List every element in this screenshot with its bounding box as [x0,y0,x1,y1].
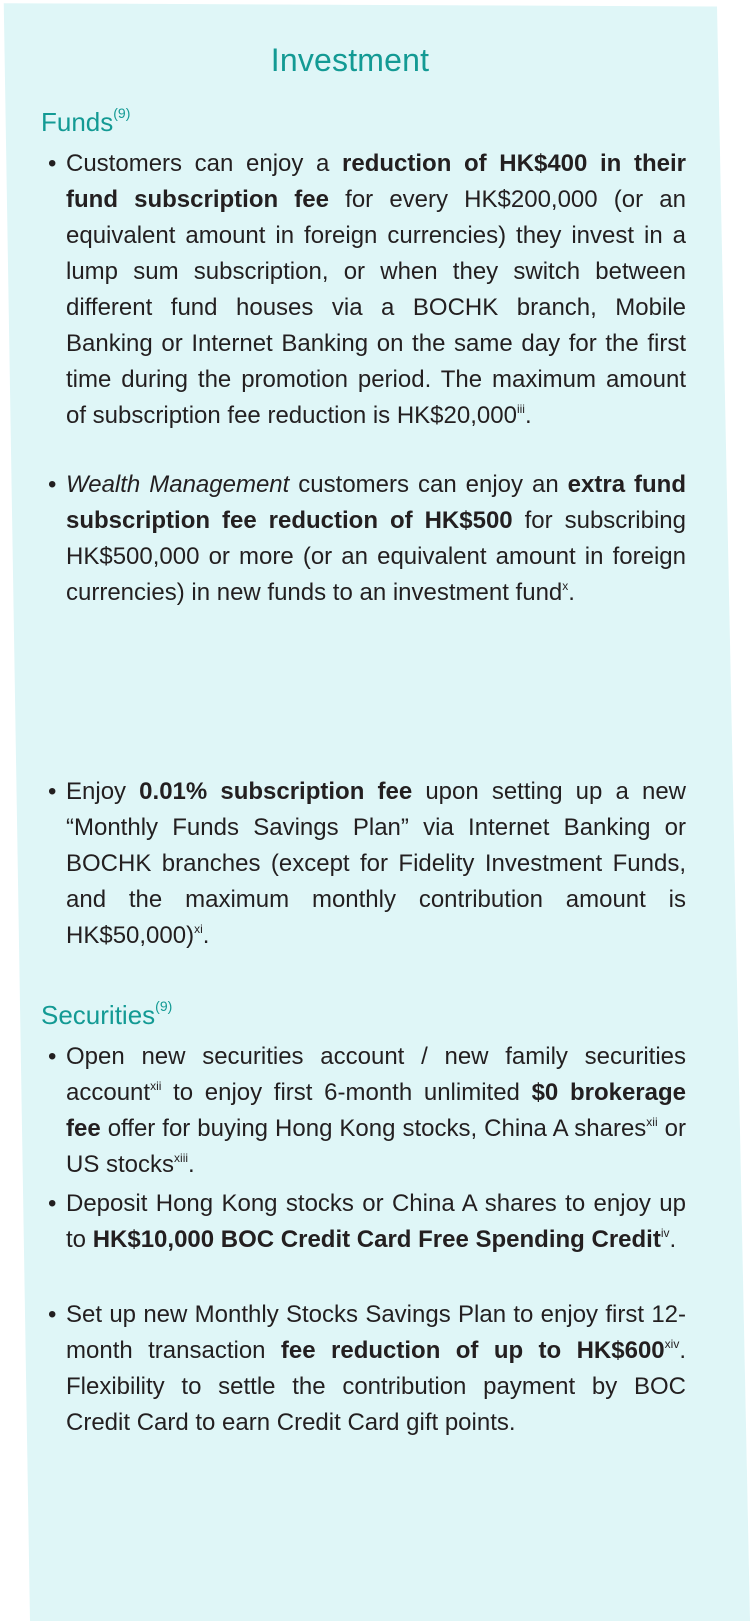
italic-text: Wealth Management [66,471,290,498]
footnote-ref: iii [516,402,525,416]
bullet-text [66,1186,686,1258]
text-run: . [202,922,210,949]
text-run: . [524,402,532,429]
page-title: Investment [270,42,430,78]
footnote-ref: xiv [664,1337,680,1351]
bullet-text [66,1039,686,1183]
text-run: Deposit Hong Kong stocks or China A shares to enjoy up to [66,1190,686,1253]
funds-bullet-1 [48,146,686,434]
footnote-ref: x [562,579,569,593]
bullet-text [66,146,686,434]
footnote-ref: xiii [174,1151,189,1165]
funds-bullet-3 [48,774,686,954]
securities-bullet-1 [48,1039,686,1183]
bullet-text [66,1297,686,1441]
highlight-text: HK$10,000 BOC Credit Card Free Spending Credit [92,1226,661,1253]
text-run: . [188,1151,195,1178]
securities-bullet-3 [48,1297,686,1441]
text-run: . [568,579,575,606]
highlight-text: $0 brokerage fee [66,1079,686,1142]
footnote-ref: xi [194,922,203,936]
bullet-dot: • [48,1043,57,1070]
footnote-ref: iv [660,1226,670,1240]
text-run: upon setting up a new “Monthly Funds Savings Plan” via Internet Banking or BOCHK branches (except for Fidelity Investment Funds, and the maximum monthly contribution amount is HK$50,000) [66,778,687,949]
bullet-dot: • [48,471,57,498]
bullet-dot: • [48,778,57,805]
text-run: Customers can enjoy a [66,150,343,177]
text-run: or US stocks [66,1115,686,1178]
highlight-text: 0.01% subscription fee [139,778,413,805]
funds-bullet-2 [48,467,686,611]
funds-heading-label: Funds [41,107,114,137]
securities-heading-label: Securities [41,1000,156,1030]
text-run: . [669,1226,677,1253]
highlight-text: fee reduction of up to HK$600 [280,1337,665,1364]
highlight-text: extra fund subscription fee reduction of HK$500 [66,471,686,534]
text-run: Open new securities account / new family securities account [66,1043,686,1106]
footnote-ref: xii [150,1079,162,1093]
securities-heading [41,1000,172,1031]
bullet-text [66,774,686,954]
text-run: Enjoy [66,778,140,805]
footnote-ref: xii [646,1115,658,1129]
text-run: Set up new Monthly Stocks Savings Plan to enjoy first 12-month transaction [66,1301,686,1364]
text-run: for subscribing HK$500,000 or more (or an equivalent amount in foreign currencies) in new funds to an investment fund [66,507,686,606]
bullet-dot: • [48,150,57,177]
bullet-dot: • [48,1190,57,1217]
securities-heading-note: (9) [155,998,173,1015]
funds-heading [41,107,130,138]
securities-bullet-2 [48,1186,686,1258]
text-run: customers can enjoy an [289,471,568,498]
bullet-text [66,467,686,611]
text-run: to enjoy first 6-month unlimited [161,1079,532,1106]
text-run: offer for buying Hong Kong stocks, China A shares [100,1115,647,1142]
funds-heading-note: (9) [113,105,131,122]
highlight-text: reduction of HK$400 in their fund subscription fee [66,150,686,213]
text-run: for every HK$200,000 (or an equivalent amount in foreign currencies) they invest in a lump sum subscription, or when they switch between different fund houses via a BOCHK branch, Mobile Banking or Internet Banking on the same day for the first time during the promotion period. The maximum amount of subscription fee reduction is HK$20,000 [66,186,686,429]
text-run: . Flexibility to settle the contribution payment by BOC Credit Card to earn Credit Card gift points. [66,1337,687,1436]
bullet-dot: • [48,1301,57,1328]
